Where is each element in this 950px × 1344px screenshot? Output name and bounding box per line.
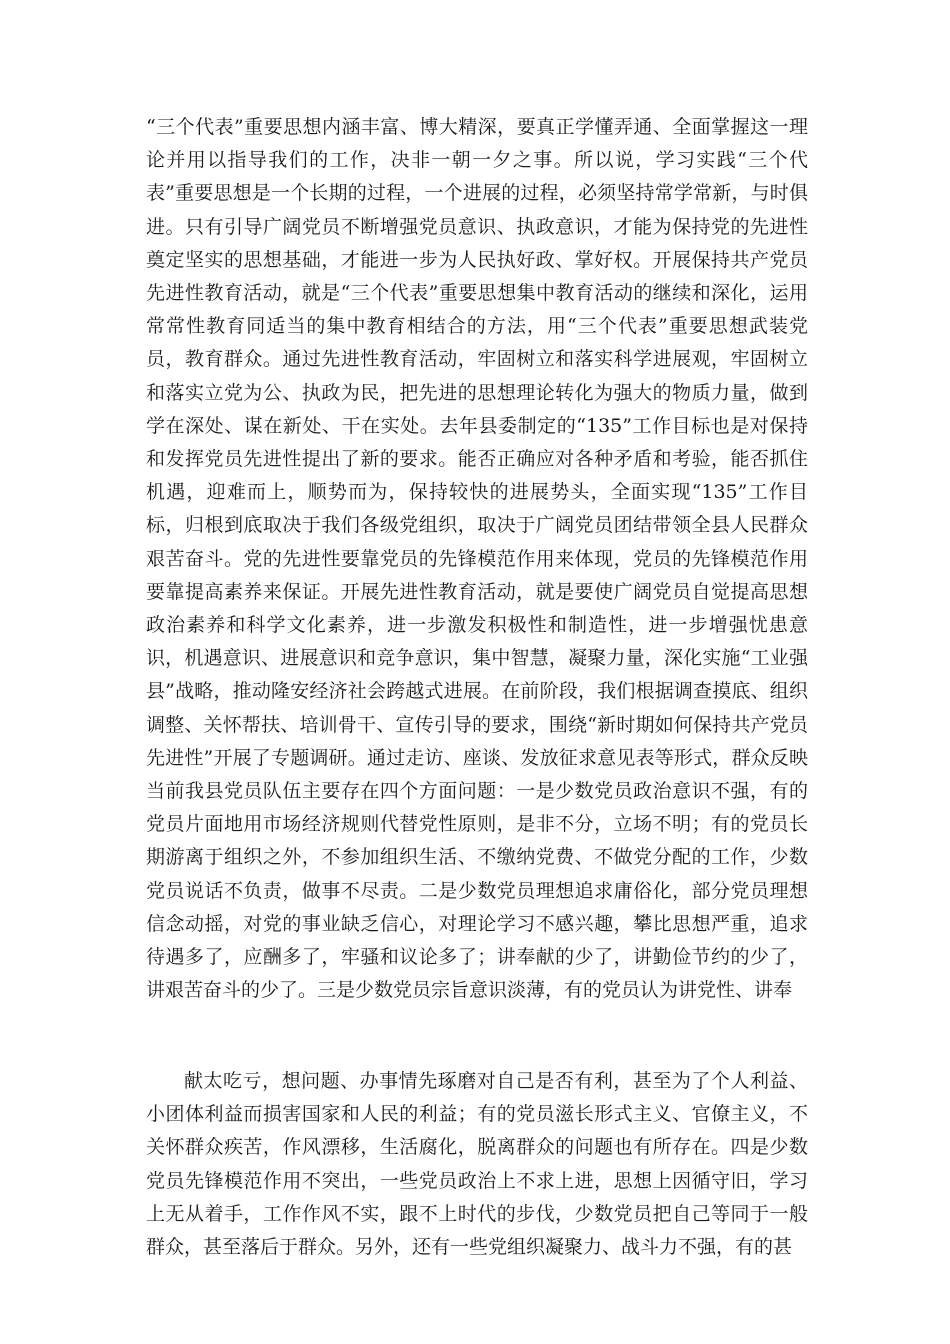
body-paragraph-2: 献太吃亏，想问题、办事情先琢磨对自己是否有利，甚至为了个人利益、小团体利益而损害国家和人民的利益；有的党员滋长形式主义、官僚主义，不关怀群众疾苦，作风漂移，生活腐化，脱离群众的问题也有所存在。四是少数党员先锋模范作用不突出，一些党员政治上不求上进，思想上因循守旧，学习上无从着手，工作作风不实，跟不上时代的步伐，少数党员把自己等同于一般群众，甚至落后于群众。另外，还有一些党组织凝聚力、战斗力不强，有的甚: [146, 1070, 808, 1259]
body-paragraph-1: “三个代表”重要思想内涵丰富、博大精深，要真正学懂弄通、全面掌握这一理论并用以指导我们的工作，决非一朝一夕之事。所以说，学习实践“三个代表”重要思想是一个长期的过程，一个进展的过程，必须坚持常学常新，与时俱进。只有引导广阔党员不断增强党员意识、执政意识，才能为保持党的先进性奠定坚实的思想基础，才能进一步为人民执好政、掌好权。开展保持共产党员先进性教育活动，就是“三个代表”重要思想集中教育活动的继续和深化，运用常常性教育同适当的集中教育相结合的方法，用“三个代表”重要思想武装党员，教育群众。通过先进性教育活动，牢固树立和落实科学进展观，牢固树立和落实立党为公、执政为民，把先进的思想理论转化为强大的物质力量，做到学在深处、谋在新处、干在实处。去年县委制定的“135”工作目标也是对保持和发挥党员先进性提出了新的要求。能否正确应对各种矛盾和考验，能否抓住机遇，迎难而上，顺势而为，保持较快的进展势头，全面实现“135”工作目标，归根到底取决于我们各级党组织，取决于广阔党员团结带领全县人民群众艰苦奋斗。党的先进性要靠党员的先锋模范作用来体现，党员的先锋模范作用要靠提高素养来保证。开展先进性教育活动，就是要使广阔党员自觉提高思想政治素养和科学文化素养，进一步激发积极性和制造性，进一步增强忧患意识，机遇意识、进展意识和竞争意识，集中智慧，凝聚力量，深化实施“工业强县”战略，推动隆安经济社会跨越式进展。在前阶段，我们根据调查摸底、组织调整、关怀帮扶、培训骨干、宣传引导的要求，围绕“新时期如何保持共产党员先进性”开展了专题调研。通过走访、座谈、发放征求意见表等形式，群众反映当前我县党员队伍主要存在四个方面问题：一是少数党员政治意识不强，有的党员片面地用市场经济规则代替党性原则，是非不分，立场不明；有的党员长期游离于组织之外，不参加组织生活、不缴纳党费、不做党分配的工作，少数党员说话不负责，做事不尽责。二是少数党员理想追求庸俗化，部分党员理想信念动摇，对党的事业缺乏信心，对理论学习不感兴趣，攀比思想严重，追求待遇多了，应酬多了，牢骚和议论多了；讲奉献的少了，讲勤俭节约的少了，讲艰苦奋斗的少了。三是少数党员宗旨意识淡薄，有的党员认为讲党性、讲奉: [146, 116, 808, 1002]
